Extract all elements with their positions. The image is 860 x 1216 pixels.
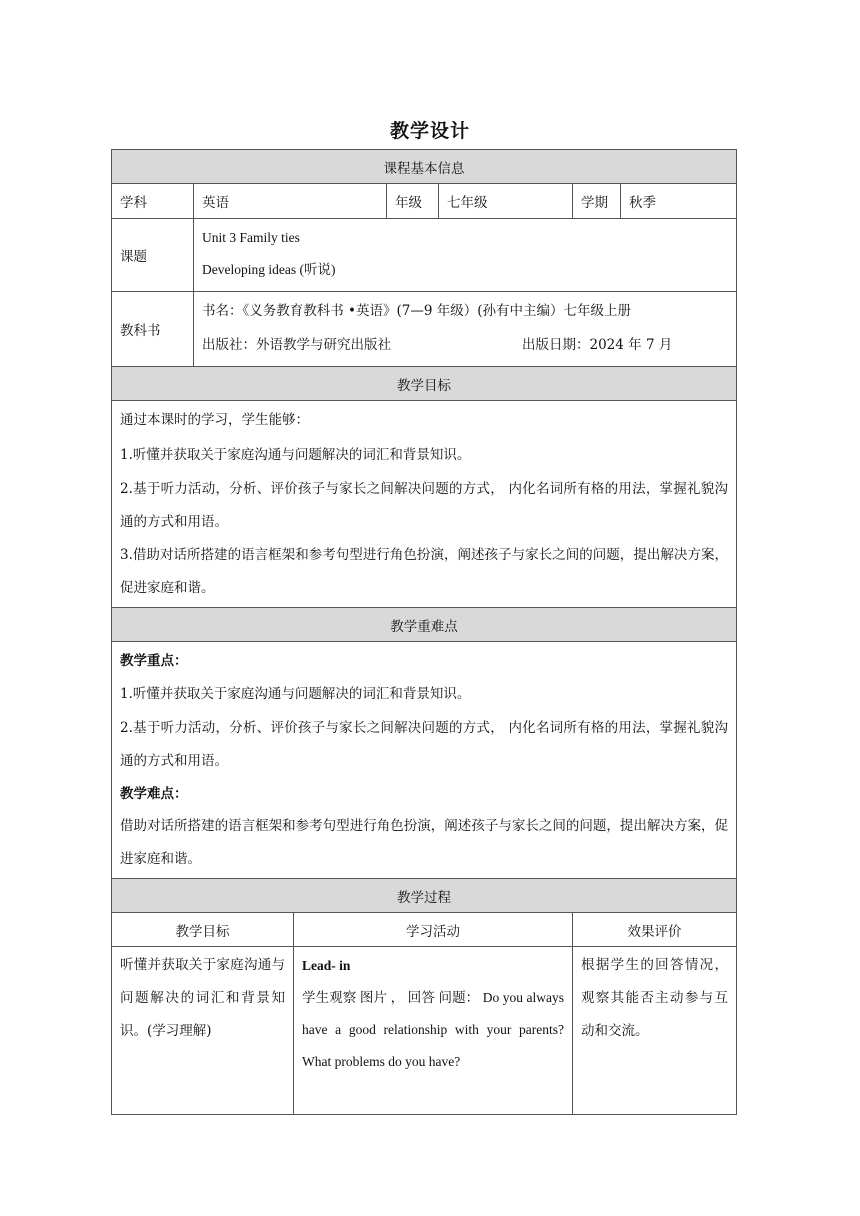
focus-title: 教学重点： [120,653,188,669]
difficulty-text: 借助对话所搭建的语言框架和参考句型进行角色扮演，阐述孩子与家长之间的问题，提出解决方案，促进家庭和谐。 [120,818,728,867]
grade-label: 年级 [387,184,439,219]
activity-title: Lead- in [302,958,351,973]
objective-item: 1.听懂并获取关于家庭沟通与问题解决的词汇和背景知识。 [120,447,471,463]
lesson-plan-table [111,149,737,1115]
difficulty-title: 教学难点： [120,786,188,802]
focus-item: 1.听懂并获取关于家庭沟通与问题解决的词汇和背景知识。 [120,686,471,702]
publication-date: 出版日期：2024 年 7 月 [522,337,673,353]
publisher: 出版社：外语教学与研究出版社 [202,337,391,353]
grade-value: 七年级 [439,184,573,219]
subject-label: 学科 [112,184,194,219]
topic-unit: Unit 3 Family ties [202,230,300,245]
process-col-activity: 学习活动 [294,913,573,947]
objective-item: 3.借助对话所搭建的语言框架和参考句型进行角色扮演，阐述孩子与家长之间的问题，提出解决方案，促进家庭和谐。 [120,547,728,596]
textbook-name: 书名：《义务教育教科书 •英语》(7—9 年级）(孙有中主编）七年级上册 [202,303,632,319]
objectives-header: 教学目标 [112,367,737,401]
topic-lesson: Developing ideas (听说) [202,262,336,277]
objectives-intro: 通过本课时的学习，学生能够： [120,412,309,428]
term-label: 学期 [573,184,621,219]
process-goal-text: 听懂并获取关于家庭沟通与问题解决的词汇和背景知识。(学习理解) [120,957,285,1039]
term-value: 秋季 [621,184,737,219]
document-title: 教学设计 [389,120,470,142]
process-eval-text: 根据学生的回答情况，观察其能否主动参与互动和交流。 [581,957,728,1039]
basic-info-header: 课程基本信息 [112,150,737,184]
topic-label: 课题 [112,219,194,292]
key-points-header: 教学重难点 [112,608,737,642]
activity-text: 学生观察 图片 ， 回答 问题： Do you always have a good relationship with your parents? What problems do you have? [302,990,564,1069]
subject-value: 英语 [194,184,387,219]
textbook-label: 教科书 [112,292,194,367]
objective-item: 2.基于听力活动，分析、评价孩子与家长之间解决问题的方式， 内化名词所有格的用法，掌握礼貌沟通的方式和用语。 [120,481,728,530]
process-col-eval: 效果评价 [573,913,737,947]
focus-item: 2.基于听力活动，分析、评价孩子与家长之间解决问题的方式， 内化名词所有格的用法，掌握礼貌沟通的方式和用语。 [120,720,728,769]
process-header: 教学过程 [112,879,737,913]
textbook-publisher-row [202,328,728,362]
process-col-goal: 教学目标 [112,913,294,947]
